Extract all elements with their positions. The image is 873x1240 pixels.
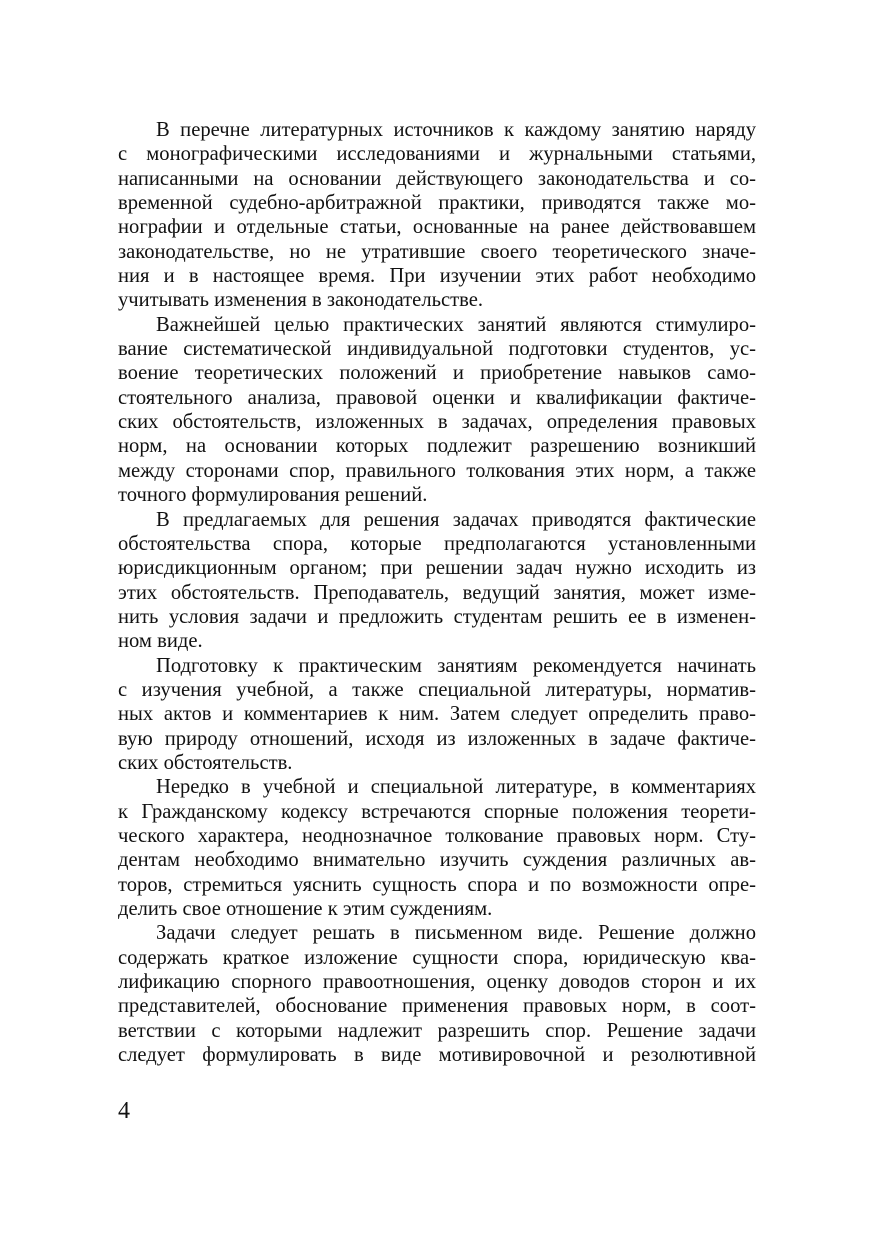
text-line: вание систематической индивидуальной подготовки студентов, ус- [118, 338, 756, 361]
text-line: ских обстоятельств, изложенных в задачах, определения правовых [118, 411, 756, 434]
text-line: нить условия задачи и предложить студентам решить ее в изменен- [118, 605, 756, 628]
text-line: вую природу отношений, исходя из изложенных в задаче фактиче- [118, 727, 756, 750]
text-line: с изучения учебной, а также специальной литературы, норматив- [118, 678, 756, 701]
text-line: лификацию спорного правоотношения, оценку доводов сторон и их [118, 971, 756, 994]
text-line: Задачи следует решать в письменном виде. Решение должно [156, 922, 756, 945]
text-line: временной судебно-арбитражной практики, приводятся также мо- [118, 192, 756, 215]
text-line: ния и в настоящее время. При изучении этих работ необходимо [118, 265, 756, 288]
text-line: торов, стремиться уяснить сущность спора и по возможности опре- [118, 873, 756, 896]
paragraph-1 [118, 118, 756, 313]
text-line: юрисдикционным органом; при решении задач нужно исходить из [118, 557, 756, 580]
text-line: к Гражданскому кодексу встречаются спорные положения теорети- [118, 800, 756, 823]
text-line: норм, на основании которых подлежит разрешению возникший [118, 435, 756, 458]
text-line: точного формулирования решений. [118, 484, 428, 507]
paragraph-3 [118, 508, 756, 654]
text-line: обстоятельства спора, которые предполагаются установленными [118, 532, 756, 555]
text-line: В перечне литературных источников к каждому занятию наряду [156, 119, 756, 141]
paragraph-5 [118, 775, 756, 921]
page-number: 4 [118, 1098, 130, 1124]
text-line: делить свое отношение к этим суждениям. [118, 898, 493, 920]
text-line: законодательстве, но не утратившие своего теоретического значе- [118, 240, 756, 263]
text-line: представителей, обоснование применения правовых норм, в соот- [118, 995, 756, 1018]
text-line: ветствии с которыми надлежит разрешить спор. Решение задачи [118, 1019, 756, 1042]
text-line: Подготовку к практическим занятиям рекомендуется начинать [156, 654, 756, 677]
text-line: ческого характера, неоднозначное толкование правовых норм. Сту- [118, 824, 756, 847]
text-line: ном виде. [118, 630, 203, 653]
text-line: Важнейшей целью практических занятий являются стимулиро- [156, 313, 756, 336]
text-line: Нередко в учебной и специальной литературе, в комментариях [156, 776, 756, 799]
text-line: дентам необходимо внимательно изучить суждения различных ав- [118, 849, 756, 872]
text-line: с монографическими исследованиями и журнальными статьями, [118, 143, 756, 166]
paragraph-6 [118, 921, 756, 1067]
text-line: учитывать изменения в законодательстве. [118, 289, 484, 312]
text-line: ских обстоятельств. [118, 751, 293, 774]
text-line: следует формулировать в виде мотивировочной и резолютивной [118, 1044, 756, 1067]
text-line: содержать краткое изложение сущности спора, юридическую ква- [118, 946, 756, 969]
text-line: написанными на основании действующего законодательства и со- [118, 167, 756, 190]
text-line: стоятельного анализа, правовой оценки и квалификации фактиче- [118, 386, 756, 409]
text-line: ных актов и комментариев к ним. Затем следует определить право- [118, 703, 756, 726]
page-body [118, 118, 756, 1067]
paragraph-4 [118, 654, 756, 776]
text-line: между сторонами спор, правильного толкования этих норм, а также [118, 459, 756, 482]
paragraph-2 [118, 313, 756, 508]
text-line: воение теоретических положений и приобретение навыков само- [118, 362, 756, 385]
text-line: нографии и отдельные статьи, основанные на ранее действовавшем [118, 216, 756, 239]
text-line: этих обстоятельств. Преподаватель, ведущий занятия, может изме- [118, 581, 756, 604]
text-line: В предлагаемых для решения задачах приводятся фактические [156, 508, 756, 531]
